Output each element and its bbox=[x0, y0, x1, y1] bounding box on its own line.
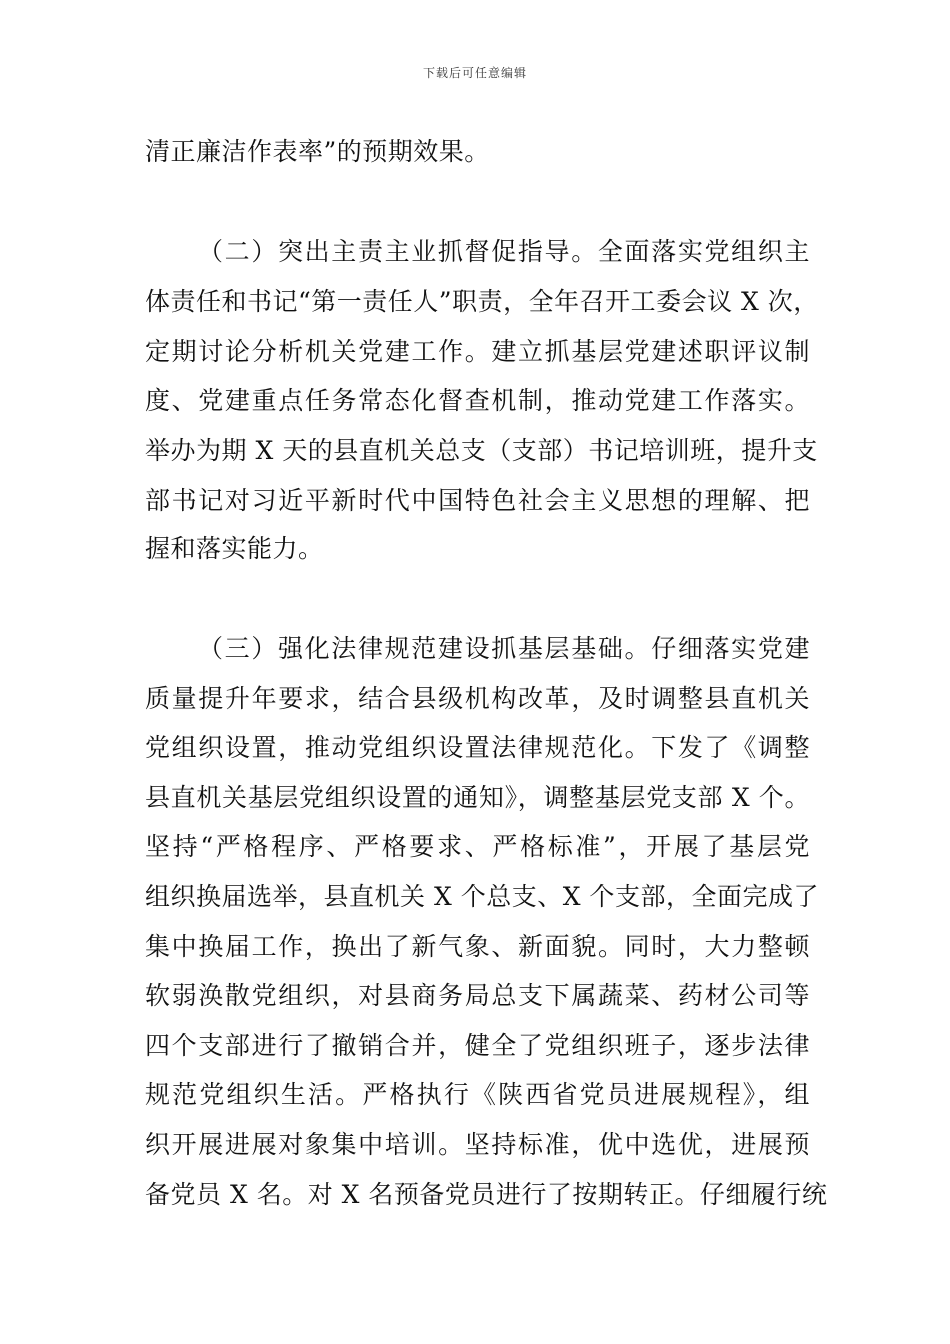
paragraph-line: 备党员 X 名。对 X 名预备党员进行了按期转正。仔细履行统 bbox=[145, 1180, 828, 1209]
paragraph-line: 组织换届选举，县直机关 X 个总支、X 个支部，全面完成了 bbox=[145, 882, 819, 911]
page-header-note: 下载后可任意编辑 bbox=[422, 66, 527, 80]
paragraph-line: 度、党建重点任务常态化督查机制，推动党建工作落实。 bbox=[145, 386, 810, 415]
paragraph-line: 定期讨论分析机关党建工作。建立抓基层党建述职评议制 bbox=[145, 337, 810, 366]
paragraph-line: 织开展进展对象集中培训。坚持标准，优中选优，进展预 bbox=[145, 1130, 810, 1159]
paragraph-line: 规范党组织生活。严格执行《陕西省党员进展规程》，组 bbox=[145, 1080, 810, 1109]
paragraph-line: （三）强化法律规范建设抓基层基础。仔细落实党建 bbox=[198, 634, 810, 663]
paragraph-line: 握和落实能力。 bbox=[145, 534, 324, 563]
paragraph-line: 质量提升年要求，结合县级机构改革，及时调整县直机关 bbox=[145, 684, 810, 713]
paragraph-line: 体责任和书记“第一责任人”职责，全年召开工委会议 X 次， bbox=[145, 287, 819, 316]
paragraph-line: 部书记对习近平新时代中国特色社会主义思想的理解、把 bbox=[145, 486, 810, 515]
paragraph-line: 党组织设置，推动党组织设置法律规范化。下发了《调整 bbox=[145, 733, 810, 762]
paragraph-line: 软弱涣散党组织，对县商务局总支下属蔬菜、药材公司等 bbox=[145, 981, 810, 1010]
paragraph-line: （二）突出主责主业抓督促指导。全面落实党组织主 bbox=[198, 237, 810, 266]
paragraph-line: 县直机关基层党组织设置的通知》，调整基层党支部 X 个。 bbox=[145, 783, 810, 812]
paragraph-line: 清正廉洁作表率”的预期效果。 bbox=[145, 137, 490, 166]
paragraph-line: 四个支部进行了撤销合并，健全了党组织班子，逐步法律 bbox=[145, 1031, 810, 1060]
paragraph-line: 集中换届工作，换出了新气象、新面貌。同时，大力整顿 bbox=[145, 932, 810, 961]
paragraph-line: 坚持“严格程序、严格要求、严格标准”，开展了基层党 bbox=[145, 832, 810, 861]
paragraph-line: 举办为期 X 天的县直机关总支（支部）书记培训班，提升支 bbox=[145, 436, 818, 465]
